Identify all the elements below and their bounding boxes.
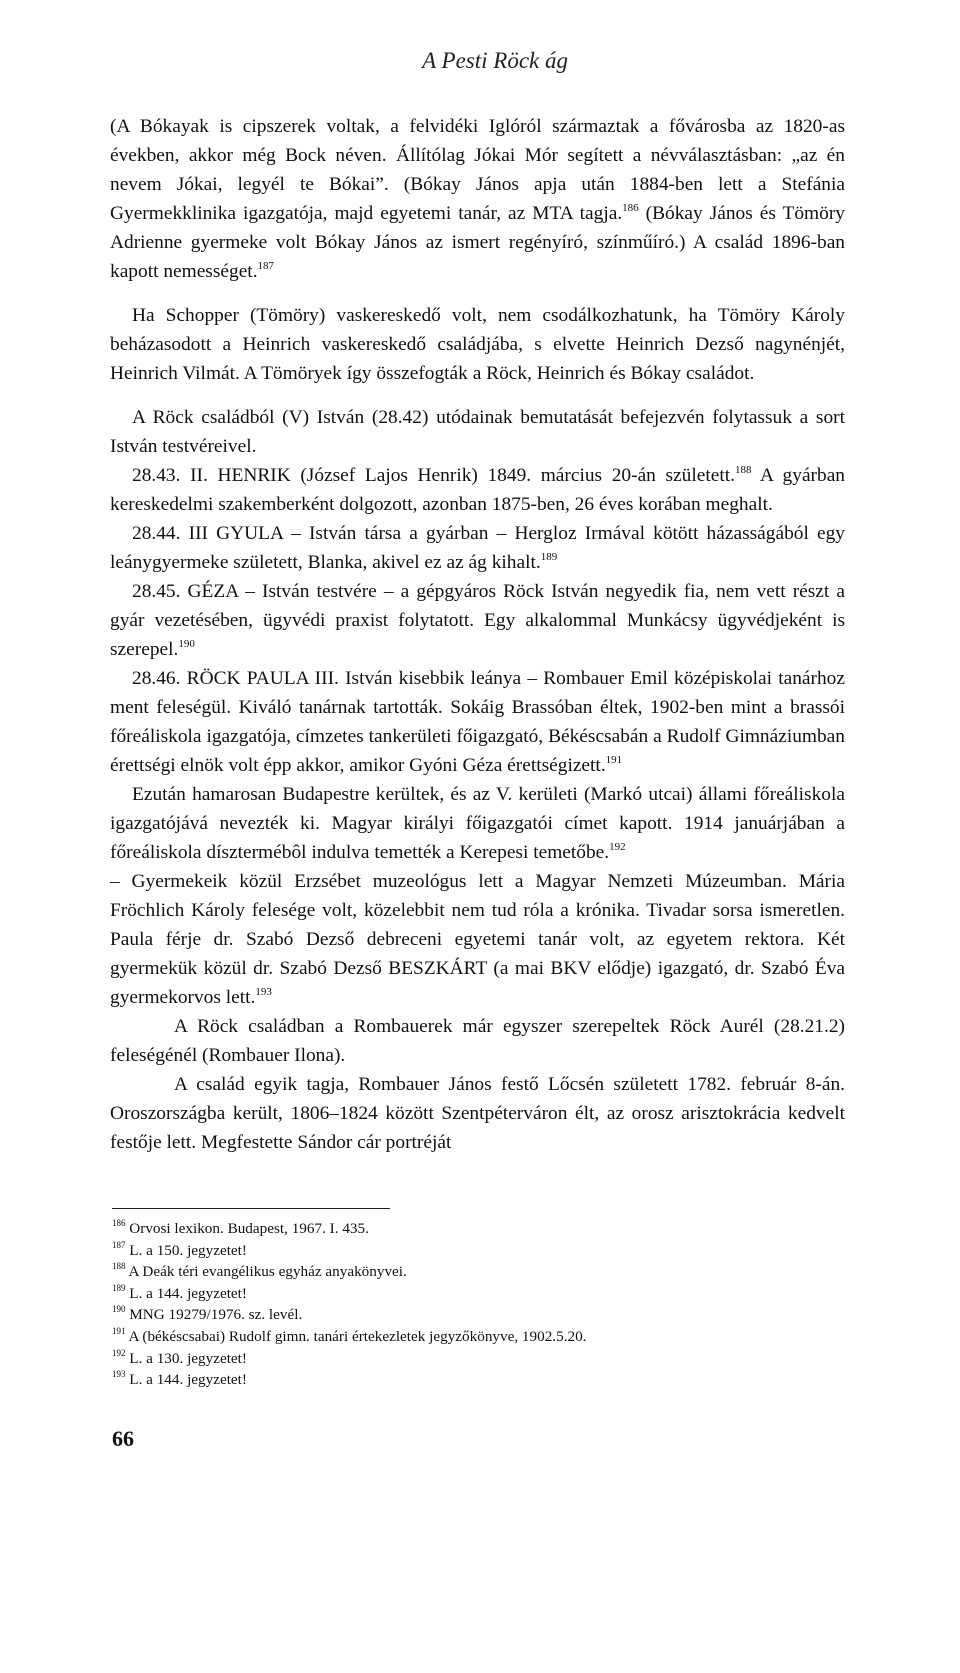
- paragraph-text: (A Bókayak is cipszerek voltak, a felvidéki Iglóról származtak a fővárosba az 1820-as években, akkor még Bock néven. Állítólag Jókai Mór segített a névválasztásban: „az én nevem Jókai, legyél te Bókai”. (Bókay János apja után 1884-ben lett a Stefánia Gyermekklinika igazgatója, majd egyetemi tanár, az MTA tagja.: [110, 116, 845, 224]
- paragraph-5: [110, 519, 845, 577]
- footnote-186: $^{186}$ Orvosi lexikon. Budapest, 1967. I. 435.: [112, 1217, 369, 1237]
- body-text: [110, 112, 845, 1157]
- page-number: 66: [112, 1426, 134, 1451]
- paragraph-text: Ezután hamarosan Budapestre kerültek, és az V. kerületi (Markó utcai) állami főreáliskola igazgatójává nevezték ki. Magyar királyi főigazgatói címet kapott. 1914 januárjában a főreáliskola dísztermébôl indulva temették a Kerepesi temetőbe.: [110, 784, 845, 863]
- footnote-187: $^{187}$ L. a 150. jegyzetet!: [112, 1239, 247, 1259]
- footnotes: [112, 1218, 812, 1391]
- paragraph-2: [110, 301, 845, 388]
- footnote-ref: 192: [609, 840, 626, 853]
- paragraph-6: [110, 577, 845, 664]
- footnote-ref: 186: [622, 201, 639, 214]
- footnote-divider: [112, 1208, 390, 1209]
- paragraph-text: (Bókay János és Tömöry Adrienne gyermeke volt Bókay János az ismert regényíró, színműíró.) A család 1896-ban kapott nemességet.: [110, 203, 845, 282]
- paragraph-11: [110, 1070, 845, 1157]
- footnote-ref: 193: [255, 985, 272, 998]
- paragraph-7: [110, 664, 845, 780]
- footnote-188: $^{188}$ A Deák téri evangélikus egyház anyakönyvei.: [112, 1261, 407, 1281]
- footnote-ref: 188: [734, 463, 752, 476]
- footnote-ref: 191: [605, 753, 623, 766]
- paragraph-text: – Gyermekeik közül Erzsébet muzeológus lett a Magyar Nemzeti Múzeumban. Mária Fröchlich Károly felesége volt, közelebbit nem tud róla a krónika. Tivadar sorsa ismeretlen. Paula férje dr. Szabó Dezső debreceni egyetemi tanár volt, az egyetem rektora. Két gyermekük közül dr. Szabó Dezső BESZKÁRT (a mai BKV elődje) igazgató, dr. Szabó Éva gyermekorvos lett.: [110, 871, 845, 1008]
- paragraph-9: [110, 867, 845, 1012]
- footnote-ref: 190: [178, 637, 195, 650]
- paragraph-1: [110, 112, 845, 286]
- footnote-193: $^{193}$ L. a 144. jegyzetet!: [112, 1369, 247, 1389]
- paragraph-text: 28.44. III GYULA – István társa a gyárban – Hergloz Irmával kötött házasságából egy leánygyermeke született, Blanka, akivel ez az ág kihalt.: [110, 523, 845, 573]
- footnote-189: $^{189}$ L. a 144. jegyzetet!: [112, 1282, 247, 1302]
- paragraph-3: [110, 403, 845, 461]
- paragraph-text: 28.45. GÉZA – István testvére – a gépgyáros Röck István negyedik fia, nem vett részt a gyár vezetésében, ügyvédi praxist folytatott. Egy alkalommal Munkácsy ügyvédjeként is szerepel.: [110, 581, 845, 660]
- footnote-191: $^{191}$ A (békéscsabai) Rudolf gimn. tanári értekezletek jegyzőkönyve, 1902.5.20.: [112, 1325, 587, 1345]
- footnote-ref: 187: [257, 259, 275, 272]
- paragraph-text: A Röck családban a Rombauerek már egyszer szerepeltek Röck Aurél (28.21.2) feleségénél (Rombauer Ilona).: [110, 1016, 845, 1066]
- footnote-ref: 189: [540, 550, 558, 563]
- footnote-190: $^{190}$ MNG 19279/1976. sz. levél.: [112, 1304, 303, 1324]
- paragraph-8: [110, 780, 845, 867]
- footnote-192: $^{192}$ L. a 130. jegyzetet!: [112, 1347, 247, 1367]
- paragraph-text: A család egyik tagja, Rombauer János festő Lőcsén született 1782. február 8-án. Oroszországba került, 1806–1824 között Szentpéterváron élt, az orosz arisztokrácia kedvelt festője lett. Megfestette Sándor cár portréját: [110, 1074, 845, 1153]
- paragraph-text: 28.43. II. HENRIK (József Lajos Henrik) 1849. március 20-án született.: [132, 465, 735, 486]
- paragraph-10: [110, 1012, 845, 1070]
- paragraph-text: A gyárban kereskedelmi szakemberként dolgozott, azonban 1875-ben, 26 éves korában meghalt.: [110, 465, 845, 515]
- paragraph-4: [110, 461, 845, 519]
- running-title: A Pesti Röck ág: [422, 48, 568, 73]
- paragraph-text: 28.46. RÖCK PAULA III. István kisebbik leánya – Rombauer Emil középiskolai tanárhoz ment feleségül. Kiváló tanárnak tartották. Sokáig Brassóban éltek, 1902-ben mint a brassói főreáliskola igazgatója, címzetes tankerületi főigazgató, Békéscsabán a Rudolf Gimnáziumban érettségi elnök volt épp akkor, amikor Gyóni Géza érettségizett.: [110, 668, 845, 776]
- paragraph-text: A Röck családból (V) István (28.42) utódainak bemutatását befejezvén folytassuk a sort István testvéreivel.: [110, 407, 845, 457]
- paragraph-text: Ha Schopper (Tömöry) vaskereskedő volt, nem csodálkozhatunk, ha Tömöry Károly beházasodott a Heinrich vaskereskedő családjába, s elvette Heinrich Dezső nagynénjét, Heinrich Vilmát. A Tömöryek így összefogták a Röck, Heinrich és Bókay családot.: [110, 305, 845, 384]
